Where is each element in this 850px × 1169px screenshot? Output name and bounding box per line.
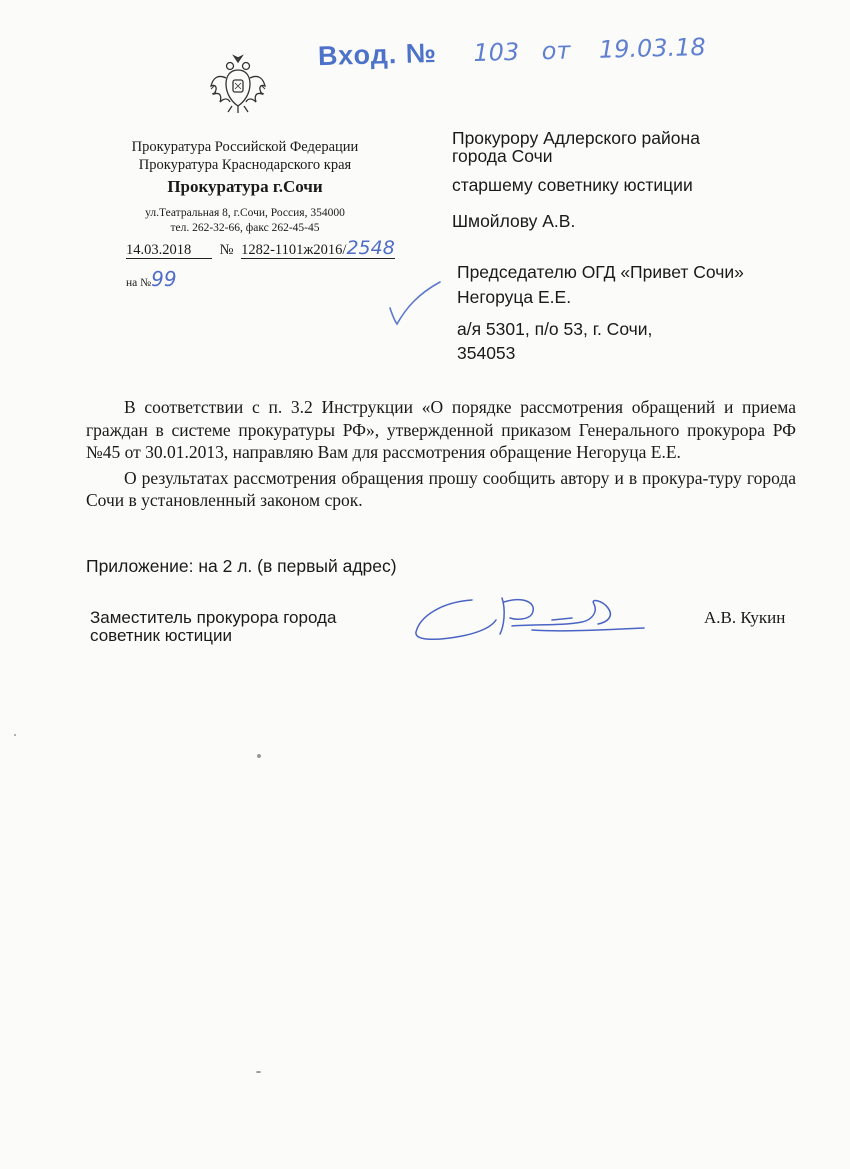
reg-date: 14.03.2018 [126, 243, 212, 259]
signatory-name: А.В. Кукин [704, 608, 786, 627]
recipient1-line1: Прокурору Адлерского района [452, 128, 700, 148]
stamp-number: 103 [473, 37, 520, 68]
org-address: ул.Театральная 8, г.Сочи, Россия, 354000 [145, 207, 345, 219]
scan-speck [14, 734, 16, 736]
coat-of-arms-icon [208, 52, 268, 116]
reference-line [126, 267, 177, 291]
check-mark-icon [386, 278, 446, 328]
scan-speck [256, 1071, 261, 1073]
handwritten-signature [412, 590, 652, 650]
signatory-title-line1: Заместитель прокурора города [90, 608, 337, 627]
reg-no-label: № [219, 242, 234, 258]
ref-label: на № [126, 277, 152, 289]
recipient1-line3: старшему советнику юстиции [452, 175, 693, 195]
scan-speck [257, 754, 261, 758]
org-phone: тел. 262-32-66, факс 262-45-45 [170, 222, 320, 234]
stamp-sep: от [541, 36, 571, 66]
letter-body [86, 396, 796, 512]
stamp-date: 19.03.18 [598, 32, 707, 64]
recipient1-line2: города Сочи [452, 146, 553, 166]
incoming-stamp [318, 31, 706, 72]
stamp-label: Вход. № [317, 37, 438, 72]
org-name: Прокуратура г.Сочи [167, 177, 323, 196]
reg-no-printed: 1282-1101ж2016/ [241, 242, 347, 258]
recipient2-line1: Председателю ОГД «Привет Сочи» [457, 262, 744, 282]
body-paragraph-2: О результатах рассмотрения обращения прошу сообщить автору и в прокура-туру города Сочи в установленный законом срок. [86, 467, 796, 510]
attachment-note: Приложение: на 2 л. (в первый адрес) [86, 556, 397, 576]
recipient2-line2: Негоруца Е.Е. [457, 287, 572, 307]
reg-no-handwritten: 2548 [346, 237, 395, 259]
recipient1-line4: Шмойлову А.В. [452, 211, 576, 231]
org-line-federal: Прокуратура Российской Федерации [131, 139, 359, 155]
recipient2-line3: а/я 5301, п/о 53, г. Сочи, [457, 319, 653, 339]
registration-line [126, 237, 395, 259]
recipient2-line4: 354053 [457, 343, 516, 363]
reg-no [241, 237, 395, 259]
body-paragraph-1: В соответствии с п. 3.2 Инструкции «О порядке рассмотрения обращений и приема граждан в системе прокуратуры РФ», утвержденной приказом Генерального прокурора РФ №45 от 30.01.2013, направляю Вам для рассмотрения обращение Негоруца Е.Е. [86, 397, 796, 462]
org-line-regional: Прокуратура Краснодарского края [138, 157, 352, 173]
ref-handwritten: 99 [151, 267, 177, 291]
signatory-title-line2: советник юстиции [90, 626, 232, 645]
